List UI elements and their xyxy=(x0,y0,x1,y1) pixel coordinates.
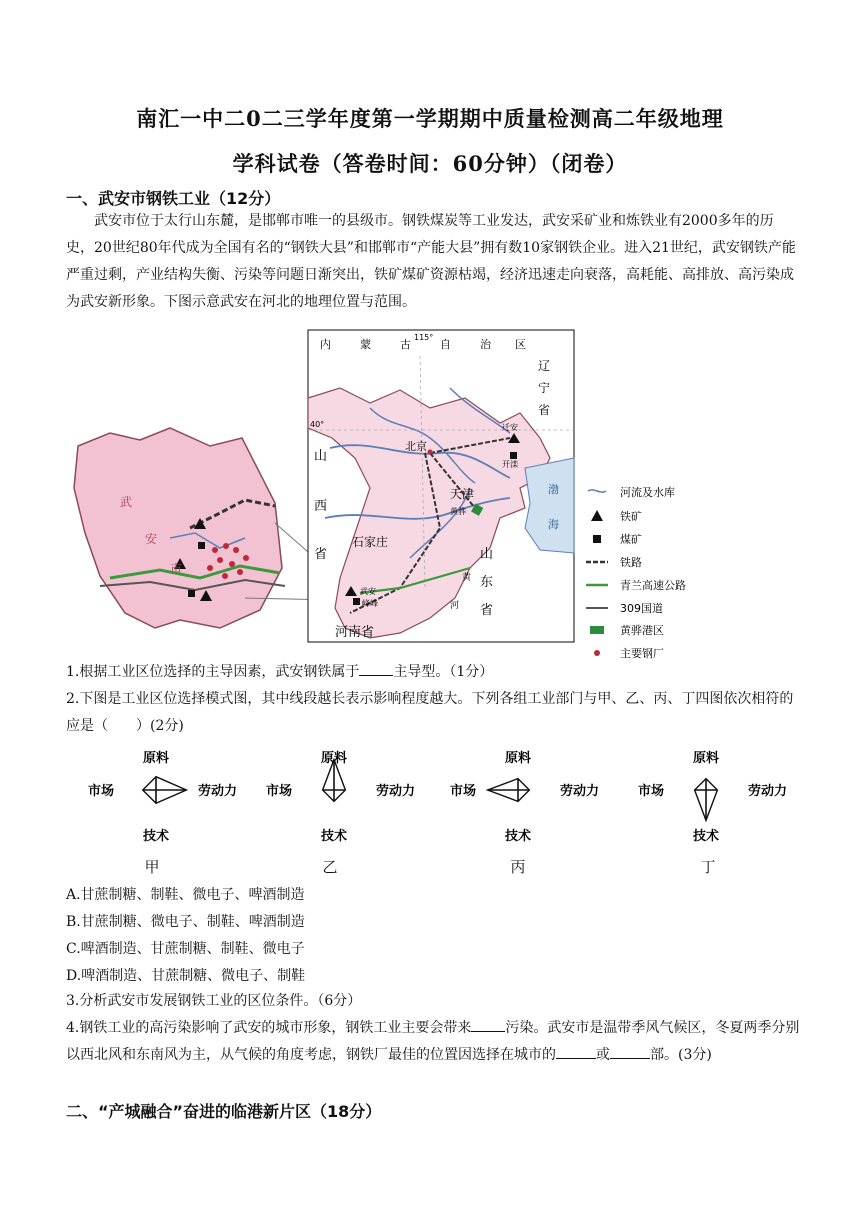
label-technology: 技术 xyxy=(692,829,720,844)
map-label-kailuan: 开滦 xyxy=(502,460,518,469)
map-label-shandong-dong: 东 xyxy=(480,575,494,590)
section1-heading: 一、武安市钢铁工业（12分） xyxy=(66,189,281,208)
legend-road309: 309国道 xyxy=(620,602,663,615)
map-label-shandong-sheng: 省 xyxy=(480,603,494,618)
diagram-bing xyxy=(450,750,599,844)
wuan-location-map xyxy=(70,328,710,660)
map-label-xi-sheng: 省 xyxy=(314,547,328,562)
label-raw-material: 原料 xyxy=(692,751,720,766)
label-labor: 劳动力 xyxy=(198,784,238,799)
q4-blank-pollution[interactable] xyxy=(471,1017,505,1032)
map-label-hai: 海 xyxy=(548,518,559,531)
legend-rail: 铁路 xyxy=(620,556,642,569)
q1-text-after: 主导型。（1分） xyxy=(393,664,494,680)
label-labor: 劳动力 xyxy=(748,784,788,799)
map-label-shandong-shan: 山 xyxy=(480,547,494,562)
lon-label: 115° xyxy=(414,333,434,342)
label-market: 市场 xyxy=(637,784,664,799)
q4-text-1: 4.钢铁工业的高污染影响了武安的城市形象，钢铁工业主要会带来 xyxy=(66,1020,472,1036)
legend-steel: 主要钢厂 xyxy=(620,647,664,660)
section2-heading: 二、“产城融合”奋进的临港新片区（18分） xyxy=(66,1102,382,1121)
diagram-ding xyxy=(638,750,787,844)
label-technology: 技术 xyxy=(320,829,348,844)
map-label-qianan: 迁安 xyxy=(502,423,518,432)
map-label-bo: 渤 xyxy=(548,483,559,496)
q4-blank-direction-2[interactable] xyxy=(610,1044,650,1059)
map-label-meng: 蒙 xyxy=(360,338,371,351)
location-factor-diagrams xyxy=(66,748,786,848)
section1-intro: 武安市位于太行山东麓，是邯郸市唯一的县级市。钢铁煤炭等工业发达，武安采矿业和炼铁业有2000多年的历史，20世纪80年代成为全国有名的“钢铁大县”和邯郸市“产能大县”拥有数10家钢铁企业。进入21世纪，武安钢铁产能严重过剩，产业结构失衡、污染等问题日渐突出，铁矿煤矿资源枯竭，经济迅速走向衰落，高耗能、高排放、高污染成为武安新形象。下图示意武安在河北的地理位置与范围。 xyxy=(66,213,796,310)
map-label-zi: 自 xyxy=(440,338,451,351)
q4-text-4: 部。(3分) xyxy=(650,1047,712,1063)
option-a[interactable]: A.甘蔗制糖、制鞋、微电子、啤酒制造 xyxy=(66,887,305,903)
question-1 xyxy=(66,659,806,686)
q4-text-2: 污染。武安市是温带季风气候区，冬夏两季分别以西北风和东南风为主，从气候的角度考虑，钢铁厂最佳的位置因选择在城市的 xyxy=(66,1020,800,1063)
option-b[interactable]: B.甘蔗制糖、微电子、制鞋、啤酒制造 xyxy=(66,914,305,930)
label-raw-material: 原料 xyxy=(142,751,170,766)
map-label-ning: 宁 xyxy=(538,381,551,395)
option-d[interactable]: D.啤酒制造、甘蔗制糖、微电子、制鞋 xyxy=(66,968,306,984)
label-market: 市场 xyxy=(87,784,114,799)
exam-title-line2: 学科试卷（答卷时间：60分钟）（闭卷） xyxy=(232,151,628,176)
label-labor: 劳动力 xyxy=(560,784,600,799)
map-label-tianjin: 天津 xyxy=(450,487,475,501)
map-legend xyxy=(586,485,686,660)
label-market: 市场 xyxy=(265,784,292,799)
map-label-huanghua: 黄骅 xyxy=(450,507,466,516)
caption-ding: 丁 xyxy=(700,858,716,876)
map-label-huang: 黄 xyxy=(462,573,472,583)
map-label-beijing: 北京 xyxy=(405,440,427,453)
caption-jia: 甲 xyxy=(144,858,160,876)
legend-iron: 铁矿 xyxy=(620,510,642,523)
map-label-liao: 辽 xyxy=(538,359,551,373)
map-label-qu: 区 xyxy=(515,338,526,351)
q1-answer-blank[interactable] xyxy=(359,661,393,676)
map-label-henan: 河南省 xyxy=(335,625,375,640)
map-label-zhi: 治 xyxy=(480,338,491,351)
question-2: 2.下图是工业区位选择模式图，其中线段越长表示影响程度越大。下列各组工业部门与甲、乙、丙、丁四图依次相符的应是（ ）(2分) xyxy=(66,691,794,734)
map-label-xi: 西 xyxy=(314,499,328,514)
diagram-yi xyxy=(266,750,415,844)
question-3: 3.分析武安市发展钢铁工业的区位条件。（6分） xyxy=(66,993,362,1009)
label-technology: 技术 xyxy=(504,829,532,844)
label-technology: 技术 xyxy=(142,829,170,844)
map-label-liao-sheng: 省 xyxy=(538,403,551,417)
hebei-map xyxy=(308,330,574,642)
legend-river: 河流及水库 xyxy=(620,486,675,499)
map-label-gu: 古 xyxy=(400,338,411,351)
caption-bing: 丙 xyxy=(510,858,526,876)
lat-label: 40° xyxy=(310,420,325,429)
label-labor: 劳动力 xyxy=(376,784,416,799)
label-raw-material: 原料 xyxy=(504,751,532,766)
option-c[interactable]: C.啤酒制造、甘蔗制糖、制鞋、微电子 xyxy=(66,941,305,957)
q1-text-before: 1.根据工业区位选择的主导因素，武安钢铁属于 xyxy=(66,664,360,680)
legend-coal: 煤矿 xyxy=(620,533,642,546)
map-label-shijiazhuang: 石家庄 xyxy=(352,535,389,549)
caption-yi: 乙 xyxy=(322,858,338,876)
inset-label-wu: 武 xyxy=(120,495,133,509)
map-label-shan: 山 xyxy=(314,449,328,464)
q4-blank-direction-1[interactable] xyxy=(556,1044,596,1059)
question-4 xyxy=(66,1015,806,1069)
inset-label-an: 安 xyxy=(145,532,158,546)
q4-text-3: 或 xyxy=(596,1047,610,1063)
map-label-fengfeng: 峰峰 xyxy=(362,599,378,608)
label-raw-material: 原料 xyxy=(320,751,348,766)
exam-title-line1: 南汇一中二0二三学年度第一学期期中质量检测高二年级地理 xyxy=(136,106,724,131)
map-label-he: 河 xyxy=(450,601,460,611)
map-label-nei: 内 xyxy=(320,338,331,351)
legend-port: 黄骅港区 xyxy=(620,624,664,637)
inset-label-shi: 市 xyxy=(170,562,183,576)
label-market: 市场 xyxy=(449,784,476,799)
legend-expressway: 青兰高速公路 xyxy=(620,579,686,592)
diagram-jia xyxy=(88,750,237,844)
map-label-wuan: 武安 xyxy=(360,587,376,596)
